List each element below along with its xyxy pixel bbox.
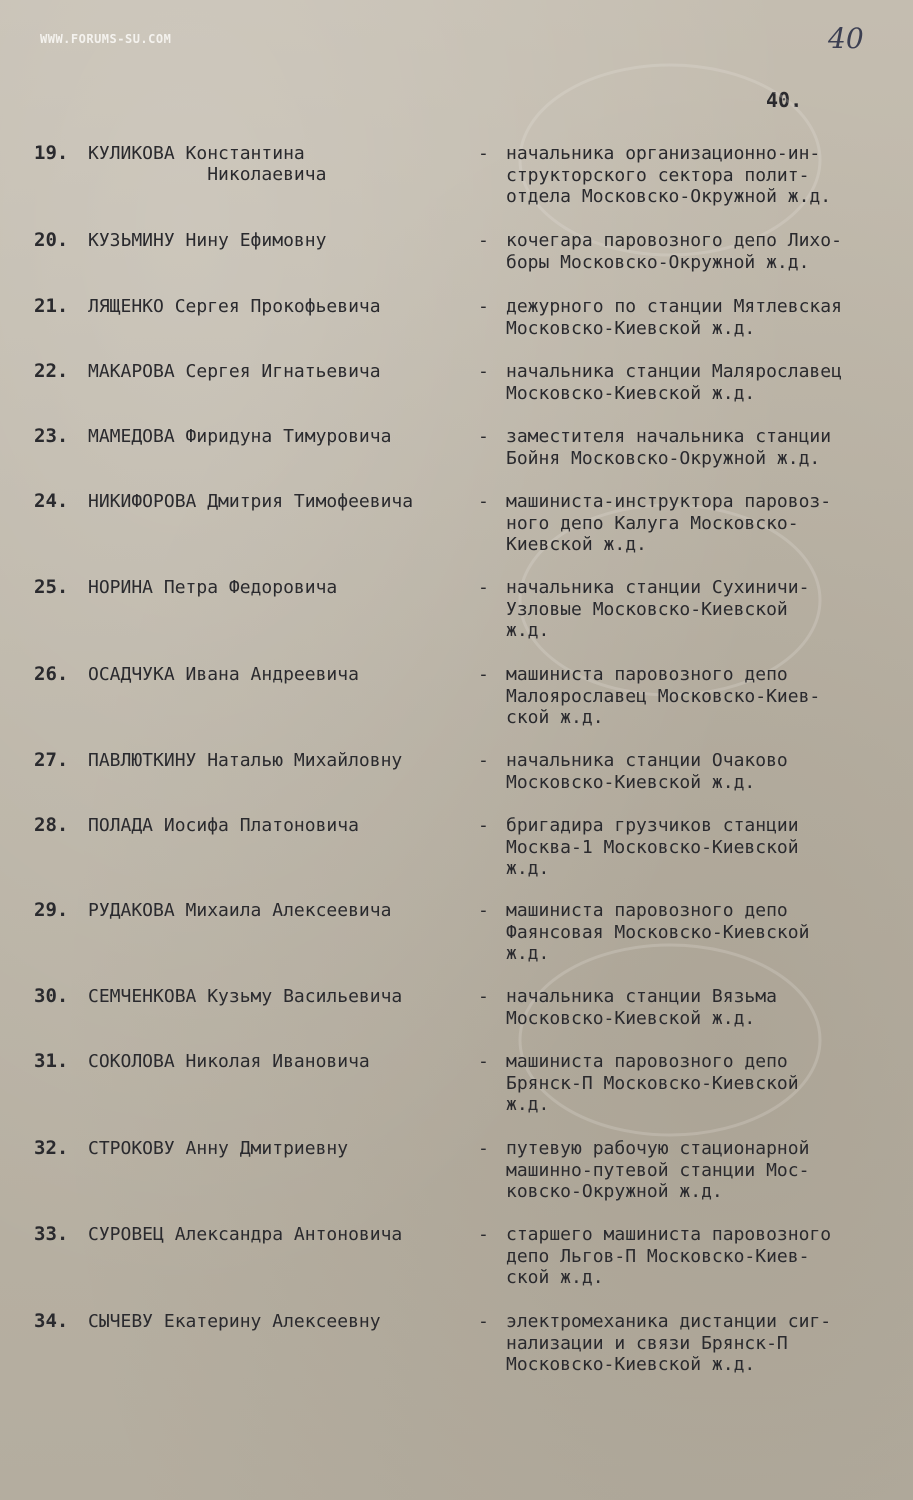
person-name: МАМЕДОВА Фиридуна Тимуровича [88,426,392,447]
separator-dash: - [478,986,489,1007]
entry-number: 22. [34,360,69,382]
separator-dash: - [478,815,489,836]
separator-dash: - [478,750,489,771]
person-name: СТРОКОВУ Анну Дмитриевну [88,1138,349,1159]
person-position: кочегара паровозного депо Лихо- боры Московско-Окружной ж.д. [506,230,842,273]
person-position: путевую рабочую стационарной машинно-путевой станции Мос- ковско-Окружной ж.д. [506,1138,810,1202]
person-name: ОСАДЧУКА Ивана Андреевича [88,664,359,685]
separator-dash: - [478,491,489,512]
entry-number: 30. [34,985,69,1007]
person-position: машиниста паровозного депо Брянск-П Московско-Киевской ж.д. [506,1051,799,1115]
entry-number: 25. [34,576,69,598]
separator-dash: - [478,664,489,685]
entry-number: 23. [34,425,69,447]
separator-dash: - [478,296,489,317]
separator-dash: - [478,230,489,251]
entry-number: 33. [34,1223,69,1245]
separator-dash: - [478,361,489,382]
person-position: машиниста паровозного депо Малоярославец Московско-Киев- ской ж.д. [506,664,821,728]
site-watermark: WWW.FORUMS-SU.COM [40,32,172,46]
entry-number: 27. [34,749,69,771]
entry-number: 28. [34,814,69,836]
person-name: ПАВЛЮТКИНУ Наталью Михайловну [88,750,403,771]
person-position: машиниста-инструктора паровоз- ного депо Калуга Московско- Киевской ж.д. [506,491,832,555]
person-name: СЕМЧЕНКОВА Кузьму Васильевича [88,986,403,1007]
separator-dash: - [478,1311,489,1332]
entry-number: 31. [34,1050,69,1072]
entry-number: 20. [34,229,69,251]
person-position: старшего машиниста паровозного депо Льгов-П Московско-Киев- ской ж.д. [506,1224,832,1288]
person-name: МАКАРОВА Сергея Игнатьевича [88,361,381,382]
person-name: ЛЯЩЕНКО Сергея Прокофьевича [88,296,381,317]
person-name: НОРИНА Петра Федоровича [88,577,338,598]
separator-dash: - [478,1051,489,1072]
person-position: начальника станции Сухиничи- Узловые Московско-Киевской ж.д. [506,577,810,641]
entry-number: 26. [34,663,69,685]
person-name: РУДАКОВА Михаила Алексеевича [88,900,392,921]
entry-number: 34. [34,1310,69,1332]
person-name: СУРОВЕЦ Александра Антоновича [88,1224,403,1245]
person-name: СОКОЛОВА Николая Ивановича [88,1051,370,1072]
person-name: ПОЛАДА Иосифа Платоновича [88,815,359,836]
person-position: машиниста паровозного депо Фаянсовая Московско-Киевской ж.д. [506,900,810,964]
person-position: дежурного по станции Мятлевская Московско-Киевской ж.д. [506,296,842,339]
separator-dash: - [478,900,489,921]
person-name: НИКИФОРОВА Дмитрия Тимофеевича [88,491,414,512]
person-position: начальника станции Очаково Московско-Киевской ж.д. [506,750,788,793]
separator-dash: - [478,426,489,447]
handwritten-archive-number: 40 [828,22,864,55]
separator-dash: - [478,577,489,598]
person-position: бригадира грузчиков станции Москва-1 Московско-Киевской ж.д. [506,815,799,879]
person-position: заместителя начальника станции Бойня Московско-Окружной ж.д. [506,426,832,469]
person-name: СЫЧЕВУ Екатерину Алексеевну [88,1311,381,1332]
person-position: начальника станции Малярославец Московско-Киевской ж.д. [506,361,842,404]
entry-number: 19. [34,142,69,164]
person-name: КУЗЬМИНУ Нину Ефимовну [88,230,327,251]
person-position: начальника организационно-ин- структорского сектора полит- отдела Московско-Окружной ж.д. [506,143,832,207]
separator-dash: - [478,143,489,164]
separator-dash: - [478,1138,489,1159]
page-number: 40. [766,88,803,112]
person-name: КУЛИКОВА Константина Николаевича [88,143,327,185]
entry-number: 24. [34,490,69,512]
person-position: электромеханика дистанции сиг- нализации и связи Брянск-П Московско-Киевской ж.д. [506,1311,832,1375]
entry-number: 32. [34,1137,69,1159]
entry-number: 29. [34,899,69,921]
person-position: начальника станции Вязьма Московско-Киевской ж.д. [506,986,777,1029]
separator-dash: - [478,1224,489,1245]
entry-number: 21. [34,295,69,317]
